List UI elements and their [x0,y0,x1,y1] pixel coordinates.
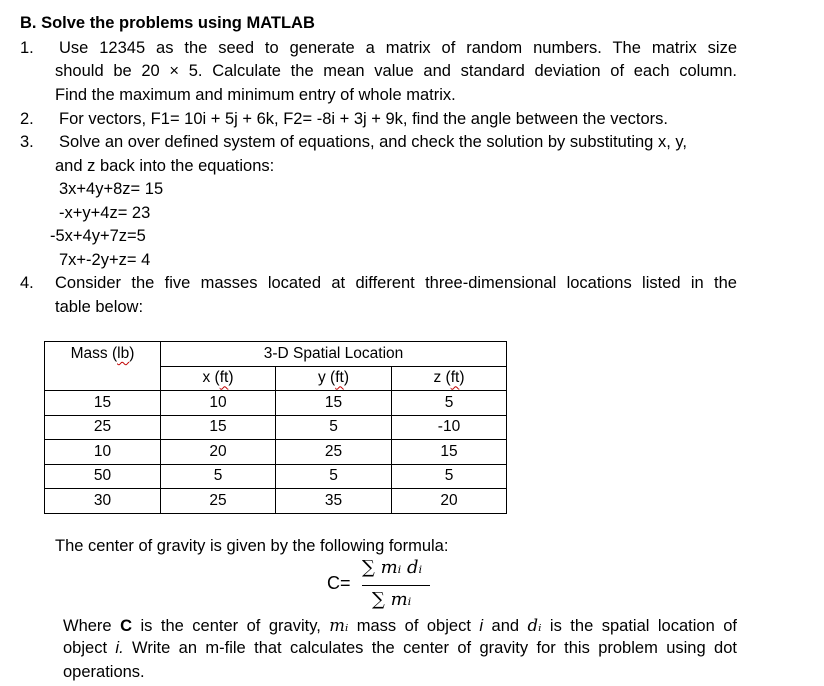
cell-y: 25 [276,440,392,465]
equation-2: -x+y+4z= 23 [59,204,151,222]
cell-mass: 50 [45,464,161,489]
equation-1: 3x+4y+8z= 15 [59,180,164,198]
cell-x: 20 [161,440,276,465]
problem-1-number: 1. [20,39,34,57]
section-title: B. Solve the problems using MATLAB [20,14,315,32]
cell-y: 15 [276,391,392,416]
table-header-row [45,342,507,367]
formula-lhs: C= [327,573,351,593]
closing-line-1: Where C is the center of gravity, mᵢ mass of object i and dᵢ is the spatial location of [63,616,737,635]
cell-x: 25 [161,489,276,514]
cell-z: -10 [392,415,507,440]
equation-4: 7x+-2y+z= 4 [59,251,151,269]
problem-2-line-1: For vectors, F1= 10i + 5j + 6k, F2= -8i + 3j + 9k, find the angle between the vectors. [59,110,669,128]
header-spatial-location: 3-D Spatial Location [161,342,507,367]
table-row [45,440,507,465]
problem-2-number: 2. [20,110,34,128]
cell-x: 5 [161,464,276,489]
closing-line-3: operations. [63,663,145,681]
cell-mass: 15 [45,391,161,416]
header-z: z (ft) [392,366,507,391]
problem-4-number: 4. [20,274,34,292]
problem-1-line-2: should be 20 × 5. Calculate the mean value and standard deviation of each column. [55,62,737,80]
cell-y: 35 [276,489,392,514]
cell-y: 5 [276,415,392,440]
problem-3-line-2: and z back into the equations: [55,157,275,175]
problem-4-line-1: Consider the five masses located at different three-dimensional locations listed in the [55,274,737,292]
cell-z: 20 [392,489,507,514]
cell-x: 10 [161,391,276,416]
cell-mass: 30 [45,489,161,514]
formula-numerator: ∑ mᵢ dᵢ [362,557,423,578]
problem-3-line-1: Solve an over defined system of equations, and check the solution by substituting x, y, [59,133,687,151]
problem-4-line-2: table below: [55,298,144,316]
table-subheader-row [45,366,507,391]
table-row [45,415,507,440]
table-row [45,489,507,514]
equation-3: -5x+4y+7z=5 [50,227,146,245]
formula-denominator: ∑ mᵢ [372,589,412,610]
problem-1-line-3: Find the maximum and minimum entry of whole matrix. [55,86,456,104]
cell-z: 15 [392,440,507,465]
cell-x: 15 [161,415,276,440]
cell-mass: 25 [45,415,161,440]
mass-location-table [44,341,507,514]
problem-3-number: 3. [20,133,34,151]
cell-y: 5 [276,464,392,489]
header-y: y (ft) [276,366,392,391]
cell-z: 5 [392,464,507,489]
closing-line-2: object i. Write an m-file that calculates the center of gravity for this problem using dot [63,639,737,657]
cell-mass: 10 [45,440,161,465]
header-mass-blank [45,366,161,391]
formula-fraction-bar [362,585,430,586]
problem-1-line-1: Use 12345 as the seed to generate a matrix of random numbers. The matrix size [59,39,737,57]
header-x: x (ft) [161,366,276,391]
cell-z: 5 [392,391,507,416]
table-row [45,464,507,489]
header-mass: Mass (lb) [45,342,161,367]
formula-intro: The center of gravity is given by the following formula: [55,537,449,555]
table-row [45,391,507,416]
